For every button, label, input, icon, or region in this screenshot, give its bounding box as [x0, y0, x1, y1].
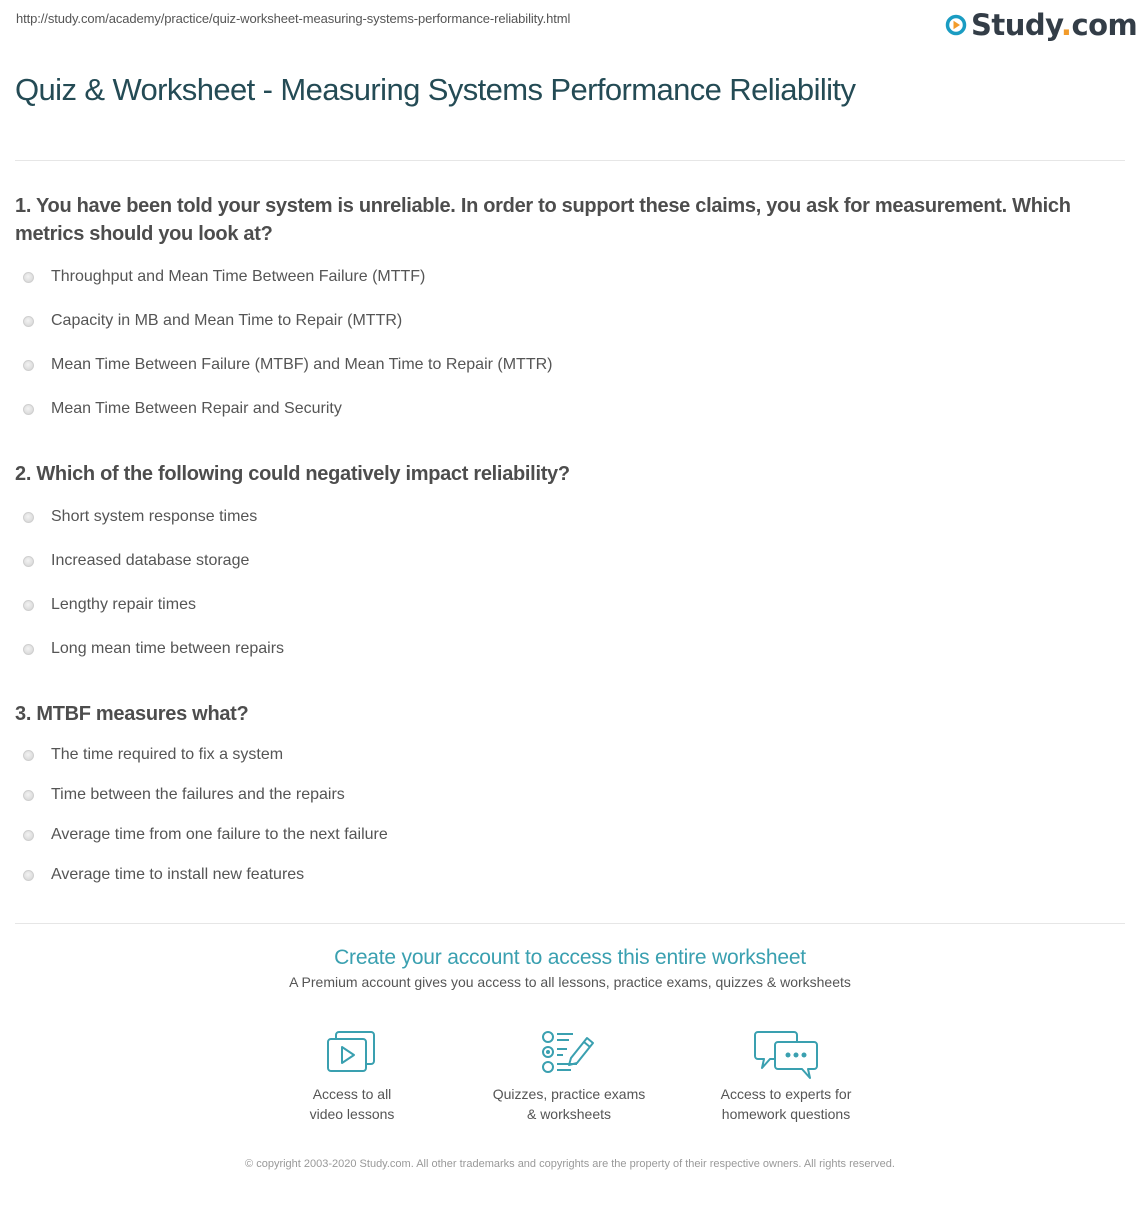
answer-option[interactable]	[23, 268, 425, 286]
radio-button-icon[interactable]	[23, 272, 34, 283]
feature-label: Quizzes, practice exams & worksheets	[492, 1086, 646, 1122]
option-label: Capacity in MB and Mean Time to Repair (MTTR)	[51, 312, 403, 329]
answer-option[interactable]	[23, 746, 283, 764]
answer-option[interactable]	[23, 312, 402, 330]
page-title: Quiz & Worksheet - Measuring Systems Performance Reliability	[15, 72, 856, 107]
radio-button-icon[interactable]	[23, 316, 34, 327]
feature-label: Access to experts for homework questions	[720, 1086, 852, 1122]
answer-option[interactable]	[23, 552, 249, 570]
answer-option[interactable]	[23, 596, 196, 614]
option-label: Average time from one failure to the next failure	[51, 826, 388, 843]
radio-button-icon[interactable]	[23, 830, 34, 841]
answer-option[interactable]	[23, 786, 345, 804]
option-label: Long mean time between repairs	[51, 640, 285, 657]
question-2	[15, 460, 1115, 657]
feature-experts	[686, 1030, 886, 1124]
answer-option[interactable]	[23, 356, 552, 374]
radio-button-icon[interactable]	[23, 556, 34, 567]
feature-quizzes	[469, 1030, 669, 1124]
study-logo[interactable]	[945, 8, 1137, 42]
radio-button-icon[interactable]	[23, 870, 34, 881]
feature-video-lessons	[252, 1030, 452, 1124]
chat-bubbles-icon	[754, 1030, 818, 1080]
option-label: Increased database storage	[51, 552, 250, 569]
logo-text: Study.com	[971, 8, 1138, 42]
option-label: The time required to fix a system	[51, 746, 284, 763]
quiz-checklist-icon	[541, 1030, 597, 1074]
question-text: 2. Which of the following could negatively impact reliability?	[15, 463, 570, 485]
option-label: Mean Time Between Repair and Security	[51, 400, 342, 417]
page-url: http://study.com/academy/practice/quiz-worksheet-measuring-systems-performance-reliability.html	[16, 11, 571, 26]
create-account-link[interactable]: Create your account to access this entire worksheet	[334, 946, 806, 969]
question-text: 3. MTBF measures what?	[15, 703, 249, 725]
radio-button-icon[interactable]	[23, 644, 34, 655]
radio-button-icon[interactable]	[23, 404, 34, 415]
option-label: Lengthy repair times	[51, 596, 196, 613]
question-1	[15, 192, 1115, 417]
radio-button-icon[interactable]	[23, 360, 34, 371]
option-label: Average time to install new features	[51, 866, 305, 883]
answer-option[interactable]	[23, 866, 304, 884]
signup-cta	[0, 946, 1140, 990]
option-label: Time between the failures and the repairs	[51, 786, 345, 803]
option-label: Mean Time Between Failure (MTBF) and Mean Time to Repair (MTTR)	[51, 356, 553, 373]
answer-option[interactable]	[23, 640, 284, 658]
copyright-notice: © copyright 2003-2020 Study.com. All other trademarks and copyrights are the property of their respective owners. All rights reserved.	[245, 1158, 895, 1170]
answer-option[interactable]	[23, 400, 342, 418]
radio-button-icon[interactable]	[23, 750, 34, 761]
question-3	[15, 700, 1115, 883]
cta-divider	[15, 923, 1125, 924]
cta-subtitle: A Premium account gives you access to all lessons, practice exams, quizzes & worksheets	[289, 974, 851, 990]
option-label: Short system response times	[51, 508, 258, 525]
answer-option[interactable]	[23, 508, 257, 526]
title-divider	[15, 160, 1125, 161]
video-lessons-icon	[326, 1030, 378, 1074]
radio-button-icon[interactable]	[23, 512, 34, 523]
radio-button-icon[interactable]	[23, 790, 34, 801]
answer-option[interactable]	[23, 826, 388, 844]
feature-label: Access to all video lessons	[309, 1086, 395, 1122]
option-label: Throughput and Mean Time Between Failure (MTTF)	[51, 268, 426, 285]
play-circle-logo-icon	[945, 14, 967, 36]
question-text: 1. You have been told your system is unreliable. In order to support these claims, you ask for measurement. Which metrics should you look at?	[15, 195, 1071, 245]
radio-button-icon[interactable]	[23, 600, 34, 611]
